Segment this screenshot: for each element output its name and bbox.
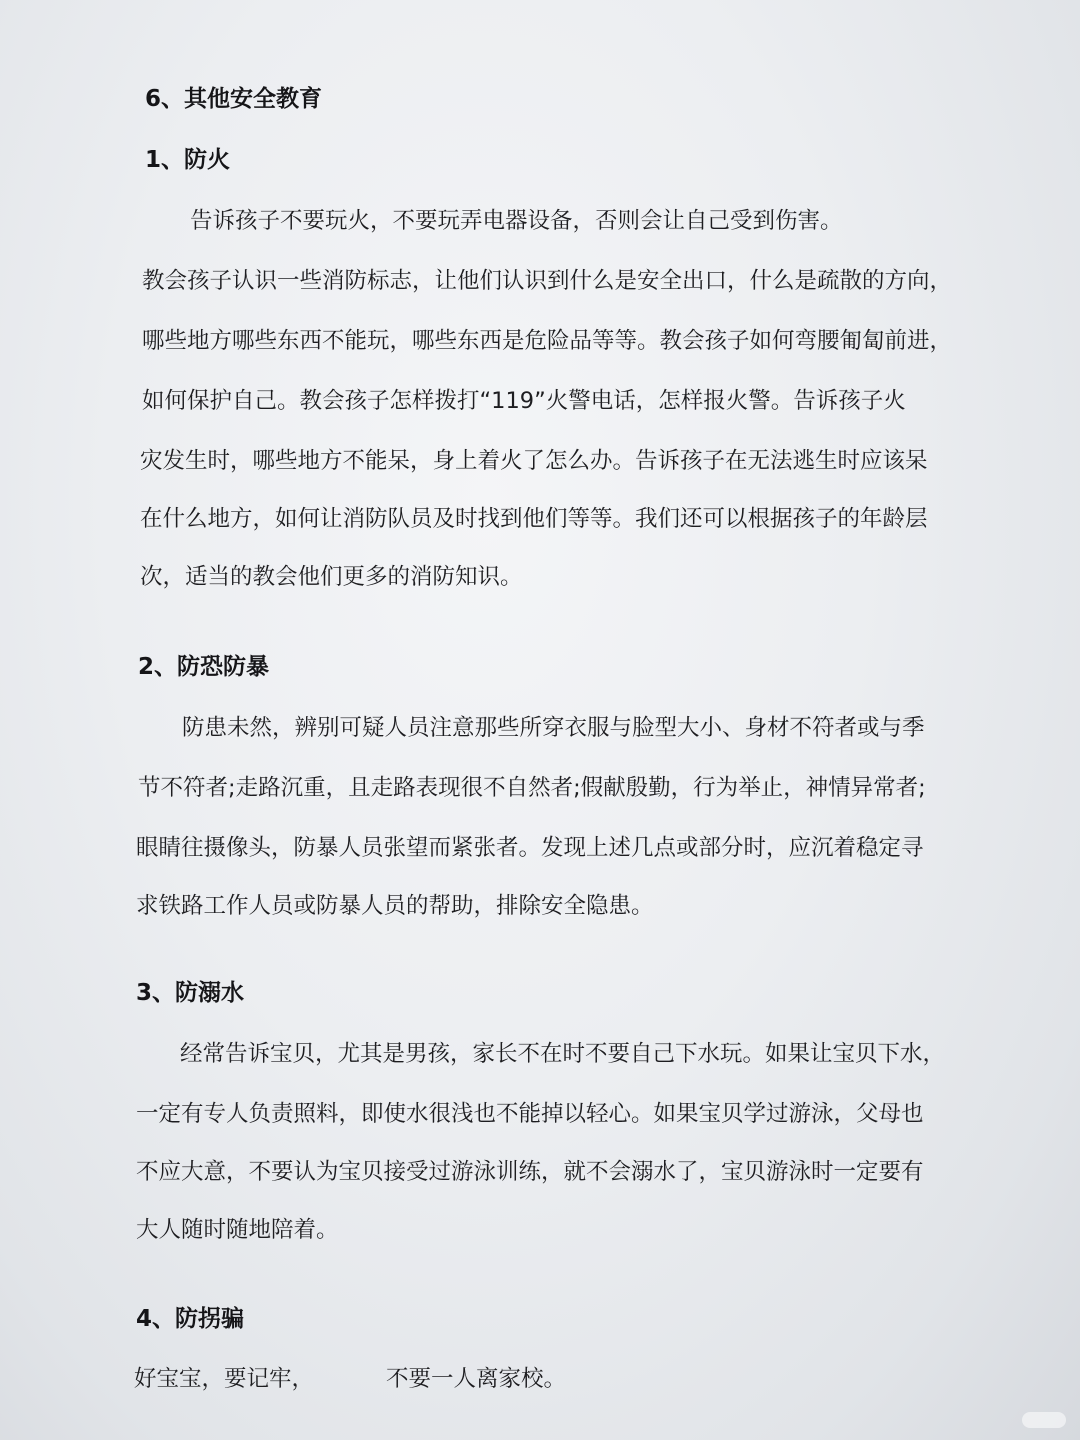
section-heading-anti-terror: 2、防恐防暴 [138,654,270,680]
fire-line: 哪些地方哪些东西不能玩，哪些东西是危险品等等。教会孩子如何弯腰匍匐前进， [142,328,953,354]
fire-line: 如何保护自己。教会孩子怎样拨打“119”火警电话，怎样报火警。告诉孩子火 [142,388,906,414]
drowning-line: 经常告诉宝贝，尤其是男孩，家长不在时不要自己下水玩。如果让宝贝下水， [180,1041,946,1067]
drowning-line: 大人随时随地陪着。 [136,1217,339,1243]
section-heading-abduction: 4、防拐骗 [136,1306,245,1332]
fire-line: 教会孩子认识一些消防标志，让他们认识到什么是安全出口，什么是疏散的方向， [142,268,953,294]
anti-terror-line: 防患未然，辨别可疑人员注意那些所穿衣服与脸型大小、身材不符者或与季 [182,715,925,741]
anti-terror-line: 节不符者;走路沉重，且走路表现很不自然者;假献殷勤，行为举止，神情异常者; [138,775,926,801]
fire-line: 次，适当的教会他们更多的消防知识。 [140,564,523,590]
abduction-line-part1: 好宝宝，要记牢， [134,1366,315,1392]
abduction-line [134,1361,566,1393]
fire-line: 灾发生时，哪些地方不能呆，身上着火了怎么办。告诉孩子在无法逃生时应该呆 [140,448,928,474]
anti-terror-line: 眼睛往摄像头，防暴人员张望而紧张者。发现上述几点或部分时，应沉着稳定寻 [136,835,924,861]
fire-line: 告诉孩子不要玩火，不要玩弄电器设备，否则会让自己受到伤害。 [190,208,843,234]
drowning-line: 不应大意，不要认为宝贝接受过游泳训练，就不会溺水了，宝贝游泳时一定要有 [136,1159,924,1185]
section-heading-fire: 1、防火 [145,147,231,173]
drowning-line: 一定有专人负责照料，即使水很浅也不能掉以轻心。如果宝贝学过游泳，父母也 [136,1101,924,1127]
main-heading: 6、其他安全教育 [145,86,323,112]
section-heading-drowning: 3、防溺水 [136,980,245,1006]
fire-line: 在什么地方，如何让消防队员及时找到他们等等。我们还可以根据孩子的年龄层 [140,506,928,532]
corner-watermark [1022,1412,1066,1428]
anti-terror-line: 求铁路工作人员或防暴人员的帮助，排除安全隐患。 [136,893,654,919]
abduction-line-part2: 不要一人离家校。 [386,1366,567,1392]
